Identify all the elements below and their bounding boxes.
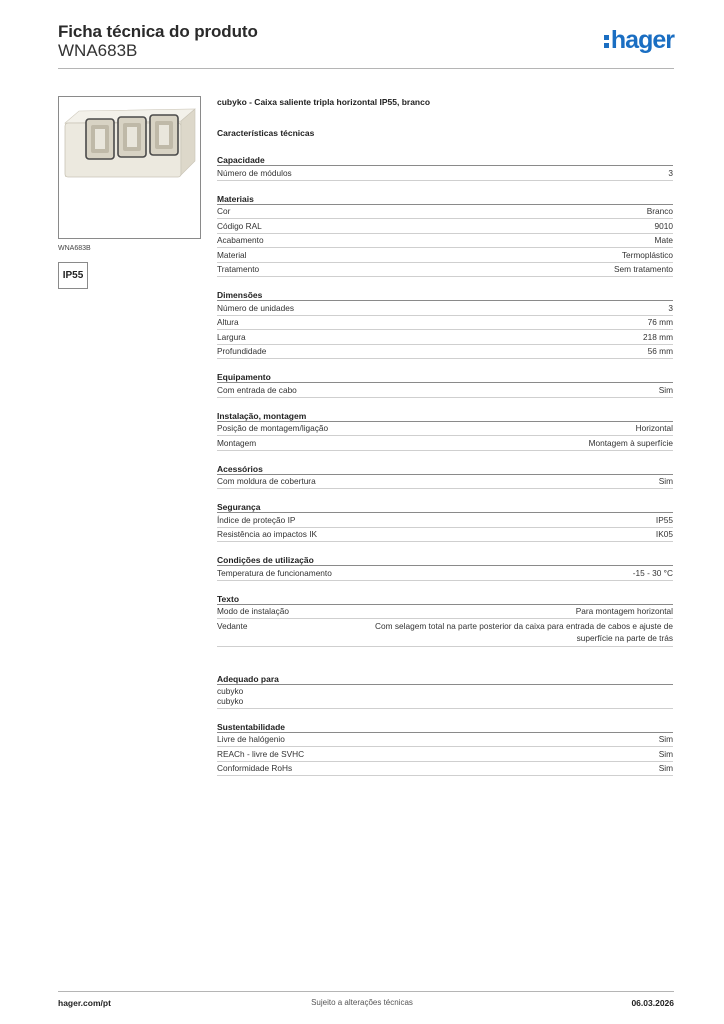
spec-row (217, 330, 673, 345)
spec-value: Termoplástico (621, 249, 673, 260)
spec-value: Sim (658, 384, 673, 395)
logo-text: hager (610, 25, 674, 54)
spec-row (217, 263, 673, 278)
spec-label: Material (217, 249, 247, 260)
spec-label: Tratamento (217, 264, 260, 274)
spec-label: Temperatura de funcionamento (217, 567, 332, 578)
spec-row (217, 248, 673, 263)
spec-row (217, 528, 673, 543)
spec-label: Conformidade RoHs (217, 763, 293, 773)
spec-section (217, 593, 673, 647)
section-title: Texto (217, 593, 673, 605)
suitable-for-section (217, 673, 673, 709)
spec-label: Número de unidades (217, 302, 295, 313)
footer-divider (58, 991, 674, 992)
spec-value: Sim (658, 476, 673, 486)
spec-label: Com moldura de cobertura (217, 476, 316, 486)
spec-label: Código RAL (217, 220, 262, 231)
section-title: Instalação, montagem (217, 410, 673, 422)
spec-value: -15 - 30 °C (632, 567, 673, 578)
spec-value: 3 (668, 302, 673, 313)
spec-value: Para montagem horizontal (575, 606, 673, 616)
spec-section (217, 154, 673, 181)
spec-value: Sim (658, 763, 673, 773)
spec-row (217, 436, 673, 451)
spec-label: Altura (217, 317, 239, 327)
sustainability-section (217, 721, 673, 777)
spec-row (217, 205, 673, 220)
product-name: cubyko - Caixa saliente tripla horizontal IP55, branco (217, 97, 431, 107)
footer-note: Sujeito a alterações técnicas (311, 998, 413, 1007)
spec-label: Montagem (217, 437, 257, 448)
footer-website-link[interactable]: hager.com/pt (58, 998, 111, 1008)
spec-row (217, 747, 673, 762)
spec-row (217, 301, 673, 316)
section-title: Sustentabilidade (217, 721, 673, 733)
spec-label: Número de módulos (217, 167, 292, 178)
section-title: Condições de utilização (217, 554, 673, 566)
spec-label: Posição de montagem/ligação (217, 423, 329, 433)
spec-section (217, 554, 673, 581)
spec-value: IK05 (655, 529, 673, 539)
image-caption: WNA683B (58, 245, 91, 252)
spec-label: Cor (217, 206, 231, 216)
spec-row (217, 605, 673, 620)
surface-box-illustration (59, 97, 200, 238)
footer-date: 06.03.2026 (631, 998, 674, 1008)
spec-label: Resistência ao impactos IK (217, 529, 318, 539)
spec-label: Livre de halógenio (217, 734, 285, 744)
spec-sections (217, 154, 673, 647)
page-title: Ficha técnica do produto (58, 22, 258, 41)
list-item: cubyko (217, 685, 244, 696)
spec-label: Acabamento (217, 235, 264, 245)
spec-label: Largura (217, 331, 246, 342)
spec-value: Branco (646, 206, 673, 216)
product-reference: WNA683B (58, 41, 138, 60)
technical-characteristics-heading: Características técnicas (217, 128, 315, 138)
spec-value: Mate (654, 235, 673, 245)
section-title: Adequado para (217, 673, 673, 685)
spec-section (217, 410, 673, 451)
page-header (58, 22, 674, 70)
spec-section (217, 289, 673, 359)
spec-row (217, 762, 673, 777)
section-title: Capacidade (217, 154, 673, 166)
spec-value: IP55 (655, 514, 673, 525)
spec-label: Vedante (217, 620, 248, 631)
spec-value: Sim (658, 748, 673, 759)
header-divider (58, 68, 674, 69)
spec-value: 3 (668, 167, 673, 178)
spec-row (217, 234, 673, 249)
spec-row (217, 566, 673, 581)
spec-section (217, 501, 673, 542)
spec-row (217, 513, 673, 528)
section-title: Dimensões (217, 289, 673, 301)
spec-value: 76 mm (647, 317, 673, 327)
logo-dots-icon (604, 35, 609, 48)
spec-value: Montagem à superfície (588, 437, 673, 448)
suitable-for-list (217, 685, 673, 709)
section-title: Acessórios (217, 463, 673, 475)
spec-section (217, 371, 673, 398)
spec-row (217, 166, 673, 181)
section-title: Segurança (217, 501, 673, 513)
spec-value: Sim (658, 734, 673, 744)
spec-value: 218 mm (643, 331, 673, 342)
spec-label: Modo de instalação (217, 606, 289, 616)
spec-label: Profundidade (217, 346, 267, 356)
spec-section (217, 463, 673, 490)
spec-value: Sem tratamento (613, 264, 673, 274)
section-title: Materiais (217, 193, 673, 205)
spec-content (217, 97, 673, 776)
spec-value: 9010 (654, 220, 673, 231)
product-image (58, 96, 201, 239)
spec-row (217, 475, 673, 490)
spec-value: Com selagem total na parte posterior da caixa para entrada de cabos e ajuste de superfície na parte de trás (375, 620, 673, 643)
hager-logo (604, 26, 674, 54)
list-item: cubyko (217, 695, 244, 706)
spec-value: Horizontal (635, 423, 673, 433)
spec-row (217, 619, 673, 647)
spec-row (217, 733, 673, 748)
spec-label: Com entrada de cabo (217, 384, 297, 395)
ip-rating-badge: IP55 (58, 262, 88, 289)
spec-section (217, 193, 673, 278)
spec-label: REACh - livre de SVHC (217, 748, 305, 759)
spec-row (217, 383, 673, 398)
spec-row (217, 316, 673, 331)
spec-row (217, 422, 673, 437)
spec-value: 56 mm (647, 346, 673, 356)
spec-label: Índice de proteção IP (217, 514, 296, 525)
spec-row (217, 219, 673, 234)
section-title: Equipamento (217, 371, 673, 383)
spec-row (217, 345, 673, 360)
